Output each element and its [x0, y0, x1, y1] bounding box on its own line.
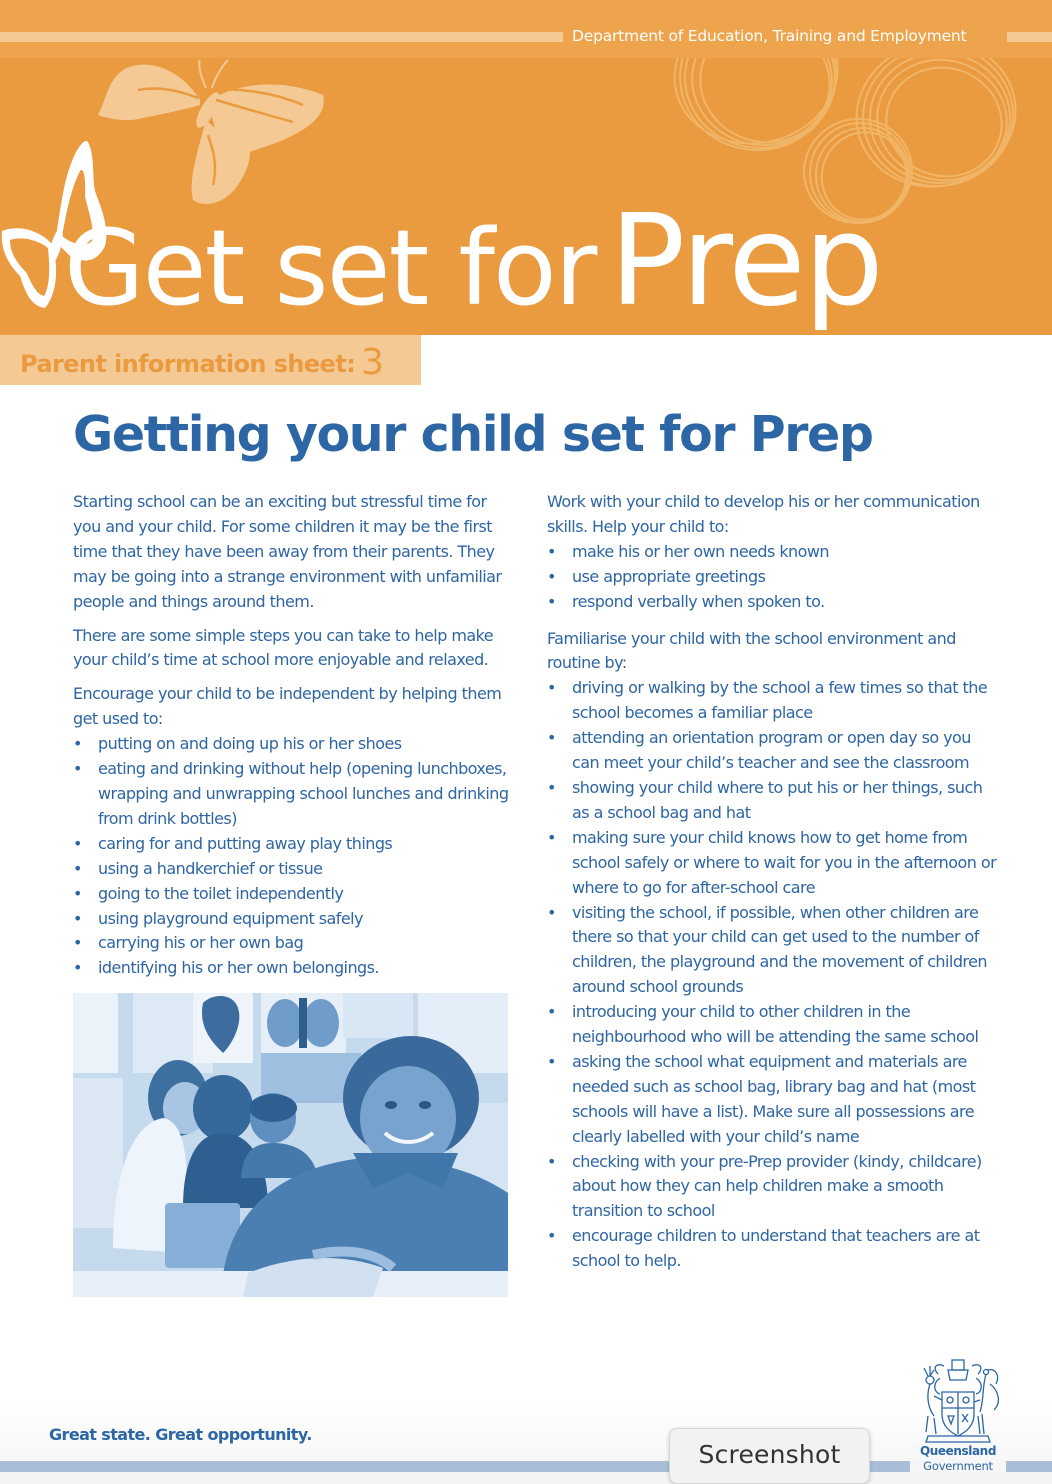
list-item: • showing your child where to put his or her things, such as a school bag and hat [547, 777, 983, 822]
steps-paragraph: There are some simple steps you can take to help make your child’s time at school more enjoyable and relaxed. [73, 625, 494, 670]
bullet-icon: • [547, 678, 556, 698]
list-item: • putting on and doing up his or her shoes [73, 732, 518, 757]
bullet-icon: • [73, 908, 82, 928]
document-title [64, 187, 882, 334]
butterfly-icon [88, 60, 333, 210]
list-item: • make his or her own needs known [547, 540, 997, 565]
list-item: • attending an orientation program or open day so you can meet your child’s teacher and see the classroom [547, 728, 971, 773]
bullet-icon: • [547, 1151, 556, 1171]
intro-paragraph: Starting school can be an exciting but stressful time for you and your child. For some children it may be the first time that they have been away from their parents. They may be going into a strange environment with unfamiliar people and things around them. [73, 492, 502, 611]
familiarise-intro: Familiarise your child with the school environment and routine by: [547, 628, 956, 673]
bullet-icon: • [547, 728, 556, 748]
independence-list [73, 732, 518, 981]
list-item: • driving or walking by the school a few times so that the school becomes a familiar place [547, 678, 988, 723]
list-item: • checking with your pre-Prep provider (kindy, childcare) about how they can help children make a smooth transition to school [547, 1151, 982, 1221]
footer-tagline: Great state. Great opportunity. [49, 1425, 312, 1444]
list-item: • going to the toilet independently [73, 882, 518, 907]
bullet-icon: • [73, 883, 82, 903]
bullet-icon: • [73, 759, 82, 779]
list-item: • identifying his or her own belongings. [73, 956, 518, 981]
list-item: • use appropriate greetings [547, 565, 997, 590]
bullet-icon: • [547, 566, 556, 586]
logo-wordmark: Queensland [910, 1444, 1006, 1459]
bullet-icon: • [73, 833, 82, 853]
screenshot-tooltip: Screenshot [669, 1428, 870, 1484]
bullet-icon: • [547, 591, 556, 611]
title-part-2: Prep [609, 187, 882, 334]
list-item: • carrying his or her own bag [73, 931, 518, 956]
list-item: • eating and drinking without help (opening lunchboxes, wrapping and unwrapping school lunches and drinking from drink bottles) [73, 759, 509, 828]
bullet-icon: • [547, 1226, 556, 1246]
queensland-crest-icon [910, 1356, 1006, 1446]
header-top-band [0, 0, 1052, 58]
list-item: • using playground equipment safely [73, 907, 518, 932]
bullet-icon: • [547, 777, 556, 797]
list-item: • asking the school what equipment and materials are needed such as school bag, library bag and hat (most schools will have a list). Make sure all possessions are clearly labelled with your child’s name [547, 1051, 976, 1146]
sheet-label [20, 342, 384, 383]
bullet-icon: • [547, 1051, 556, 1071]
logo-subtitle: Government [910, 1459, 1006, 1473]
page-heading: Getting your child set for Prep [73, 406, 873, 463]
list-item: • caring for and putting away play things [73, 832, 518, 857]
list-item: • visiting the school, if possible, when other children are there so that your child can get used to the number of children, the playground and the movement of children around school grounds [547, 902, 987, 997]
title-part-1: Get set for [64, 207, 596, 329]
list-item: • making sure your child knows how to get home from school safely or where to wait for you in the afternoon or where to go for after-school care [547, 827, 997, 897]
bullet-icon: • [73, 933, 82, 953]
communication-list [547, 540, 997, 615]
independence-intro: Encourage your child to be independent by helping them get used to: [73, 684, 502, 729]
decorative-rule [1007, 32, 1052, 42]
classroom-photo [73, 993, 508, 1297]
bullet-icon: • [73, 858, 82, 878]
sheet-label-text: Parent information sheet: [20, 350, 356, 378]
familiarise-list [547, 676, 997, 1274]
bullet-icon: • [73, 734, 82, 754]
communication-intro: Work with your child to develop his or her communication skills. Help your child to: [547, 492, 980, 536]
footer-rule [1002, 1461, 1052, 1472]
bullet-icon: • [547, 1002, 556, 1022]
list-item: • encourage children to understand that teachers are at school to help. [547, 1226, 980, 1271]
bullet-icon: • [547, 902, 556, 922]
bullet-icon: • [73, 958, 82, 978]
list-item: • respond verbally when spoken to. [547, 590, 997, 615]
list-item: • introducing your child to other children in the neighbourhood who will be attending the same school [547, 1002, 979, 1047]
bullet-icon: • [547, 541, 556, 561]
left-column [73, 490, 518, 993]
department-name: Department of Education, Training and Employment [572, 27, 967, 45]
right-column [547, 490, 997, 1286]
list-item: • using a handkerchief or tissue [73, 857, 518, 882]
bullet-icon: • [547, 827, 556, 847]
photo-illustration [73, 993, 508, 1297]
sheet-number: 3 [361, 342, 384, 383]
decorative-rule [0, 32, 563, 42]
